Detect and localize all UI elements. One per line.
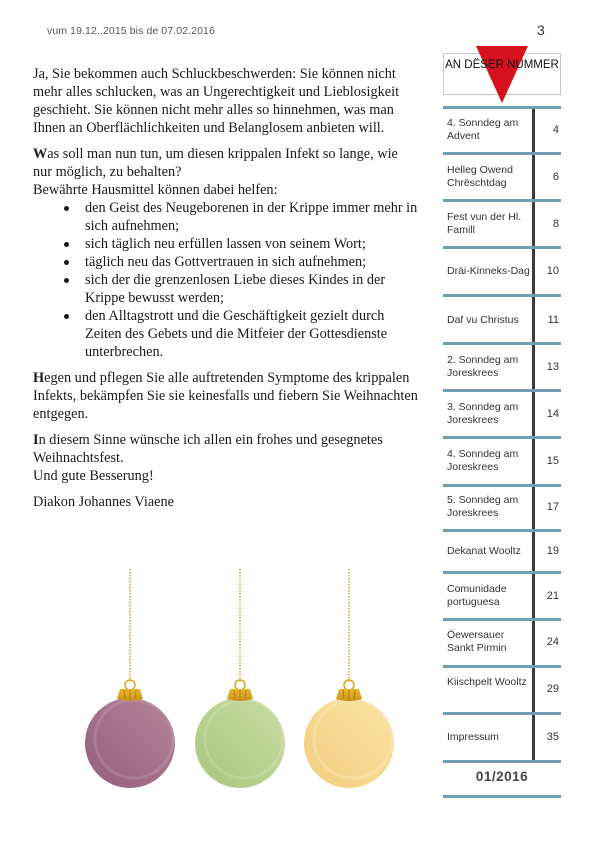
remedies-intro: Bewährte Hausmittel können dabei helfen: — [33, 182, 278, 198]
page-number: 3 — [537, 22, 545, 38]
paragraph-4: In diesem Sinne wünsche ich allen ein frohes und gesegnetes Weihnachtsfest. — [33, 432, 383, 466]
header-date-range: vum 19.12..2015 bis de 07.02.2016 — [47, 25, 215, 37]
drop-initial: H — [33, 370, 45, 386]
toc-entry[interactable]: Öewersauer Sankt Pirmin 24 — [447, 629, 559, 654]
toc-title: AN DËSER NUMMER — [445, 59, 559, 71]
signature: Diakon Johannes Viaene — [33, 494, 175, 510]
toc-entry[interactable]: 3. Sonndeg am Joreskrees 14 — [447, 401, 559, 426]
toc-entry[interactable]: 2. Sonndeg am Joreskrees 13 — [447, 354, 559, 379]
closing-line: Und gute Besserung! — [33, 468, 154, 484]
drop-initial: W — [33, 146, 48, 162]
purple-ornament-icon — [85, 569, 175, 788]
list-item: den Alltagstrott und die Geschäftigkeit gezielt durch Zeiten des Gebets und die Mitfeier der Gottesdienste unterbrechen. — [85, 307, 418, 361]
toc-entry[interactable]: 4. Sonndeg am Joreskrees 15 — [447, 448, 559, 473]
yellow-ornament-icon — [304, 569, 394, 788]
green-ornament-icon — [195, 569, 285, 788]
issue-number: 01/2016 — [475, 769, 529, 784]
toc-entry[interactable]: Dekanat Wooltz 19 — [447, 545, 559, 557]
toc-entry[interactable]: Kiischpelt Wooltz 29 — [447, 676, 559, 695]
paragraph-3: Hegen und pflegen Sie alle auftretenden Symptome des krippalen Infekts, bekämpfen Sie sie keinesfalls und fiebern Sie Weihnachten entgegen. — [33, 370, 418, 422]
list-item: den Geist des Neugeborenen in der Krippe immer mehr in sich aufnehmen; — [85, 200, 418, 234]
toc-entry[interactable]: Daf vu Christus 11 — [447, 314, 559, 326]
toc-entry[interactable]: 5. Sonndeg am Joreskrees 17 — [447, 494, 559, 519]
paragraph-1: Ja, Sie bekommen auch Schluckbeschwerden: Sie können nicht mehr alles schlucken, was an Ungerechtigkeit und Lieblosigkeit geschieht. Sie können nicht mehr alles so hinnehmen, was man Ihnen an Oberflächlichkeiten und Belanglosem anbieten will. — [33, 66, 400, 136]
list-item: sich der die grenzenlosen Liebe dieses Kindes in der Krippe bewusst werden; — [85, 271, 418, 307]
toc-entry[interactable]: Fest vun der Hl. Famill 8 — [447, 211, 559, 236]
toc-entry[interactable]: Impressum 35 — [447, 731, 559, 743]
toc-entry[interactable]: Helleg Owend Chrëschtdag 6 — [447, 164, 559, 189]
paragraph-2: Was soll man nun tun, um diesen krippalen Infekt so lange, wie nur möglich, zu behalten? — [33, 146, 398, 180]
list-item: sich täglich neu erfüllen lassen von seinem Wort; — [85, 235, 418, 253]
toc-entry[interactable]: Dräi-Kinneks-Dag 10 — [447, 265, 559, 277]
list-item: täglich neu das Gottvertrauen in sich aufnehmen; — [85, 253, 418, 271]
drop-initial: I — [33, 432, 39, 448]
toc-entry[interactable]: Comunidade portuguesa 21 — [447, 583, 559, 608]
toc-entry[interactable]: 4. Sonndeg am Advent 4 — [447, 117, 559, 142]
